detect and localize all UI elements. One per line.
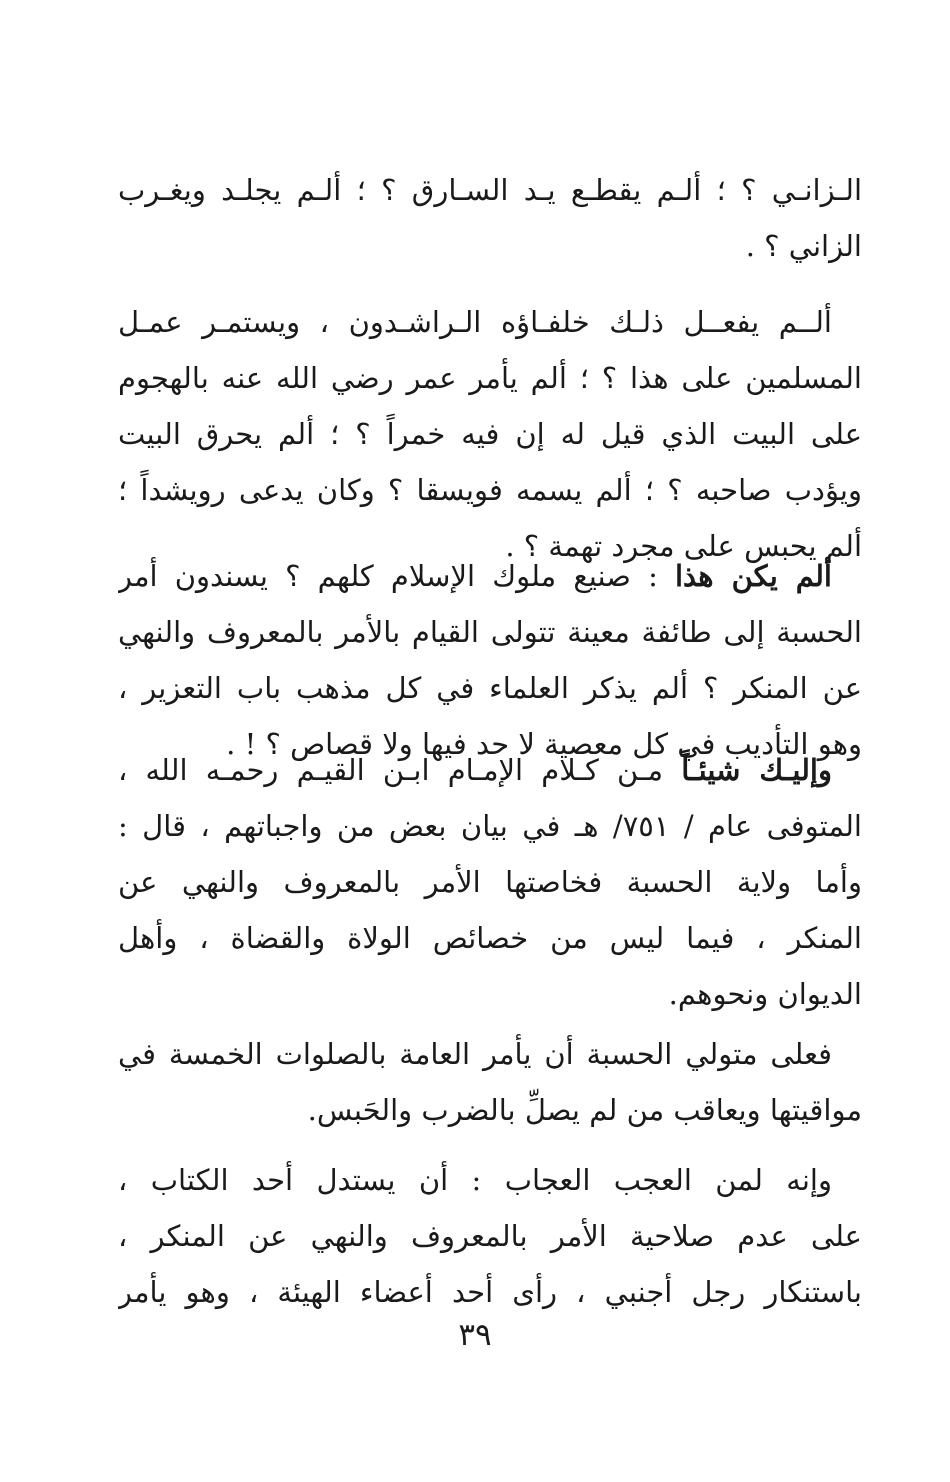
text-line: وأما ولاية الحسبة فخاصتها الأمر بالمعروف والنهي عن: [118, 865, 862, 899]
paragraph-2: [118, 294, 862, 574]
text-fragment: : صنيع ملوك الإسلام كلهم ؟ يسندون أمر: [118, 559, 675, 593]
text-line: الديوان ونحوهم.: [668, 977, 862, 1011]
text-line: الزاني ؟ .: [745, 229, 862, 263]
text-line: باستنكار رجل أجنبي ، رأى أحد أعضاء الهيئة ، وهو يأمر: [118, 1275, 862, 1309]
text-line: على عدم صلاحية الأمر بالمعروف والنهي عن المنكر ،: [118, 1219, 862, 1253]
text-line: المسلمين على هذا ؟ ؛ ألم يأمر عمر رضي الله عنه بالهجوم: [118, 361, 862, 395]
page-number: ٣٩: [458, 1317, 492, 1353]
text-line: ويؤدب صاحبه ؟ ؛ ألم يسمه فويسقا ؟ وكان يدعى رويشداً ؛: [118, 473, 862, 507]
text-line: ألــم يفعــل ذلـك خلفـاؤه الـراشـدون ، ويستمـر عمـل: [118, 305, 832, 339]
text-line: المتوفى عام / ٧٥١/ هـ في بيان بعض من واجباتهم ، قال :: [118, 809, 862, 843]
text-line: فعلى متولي الحسبة أن يأمر العامة بالصلوات الخمسة في: [118, 1037, 832, 1071]
text-line: الـزانـي ؟ ؛ ألـم يقطـع يـد السـارق ؟ ؛ ألـم يجلـد ويغـرب: [118, 173, 862, 207]
text-line: [118, 548, 862, 604]
paragraph-lead: ألم يكن هذا: [675, 559, 832, 593]
paragraph-3: [118, 548, 862, 772]
paragraph-6: [118, 1152, 862, 1320]
page-body: [118, 162, 862, 1342]
text-line: عن المنكر ؟ ألم يذكر العلماء في كل مذهب باب التعزير ،: [118, 671, 862, 705]
text-line: ألم يحبس على مجرد تهمة ؟ .: [505, 529, 862, 563]
text-line: وإنه لمن العجب العجاب : أن يستدل أحد الكتاب ،: [118, 1163, 832, 1197]
paragraph-5: [118, 1026, 862, 1138]
paragraph-1: [118, 162, 862, 274]
text-line: الحسبة إلى طائفة معينة تتولى القيام بالأمر بالمعروف والنهي: [118, 615, 862, 649]
text-line: وهو التأديب في كل معصية لا حد فيها ولا قصاص ؟ ! .: [226, 727, 862, 761]
text-fragment: مـن كـلام الإمـام ابـن القيـم رحمـه الله ،: [118, 753, 682, 787]
text-line: مواقيتها ويعاقب من لم يصلِّ بالضرب والحَبس.: [307, 1093, 862, 1127]
paragraph-4: [118, 742, 862, 1022]
text-line: [118, 742, 862, 798]
text-line: المنكر ، فيما ليس من خصائص الولاة والقضاة ، وأهل: [118, 921, 862, 955]
paragraph-lead: وإليـك شيئـاً: [681, 753, 832, 787]
text-line: على البيت الذي قيل له إن فيه خمراً ؟ ؛ ألم يحرق البيت: [118, 417, 862, 451]
